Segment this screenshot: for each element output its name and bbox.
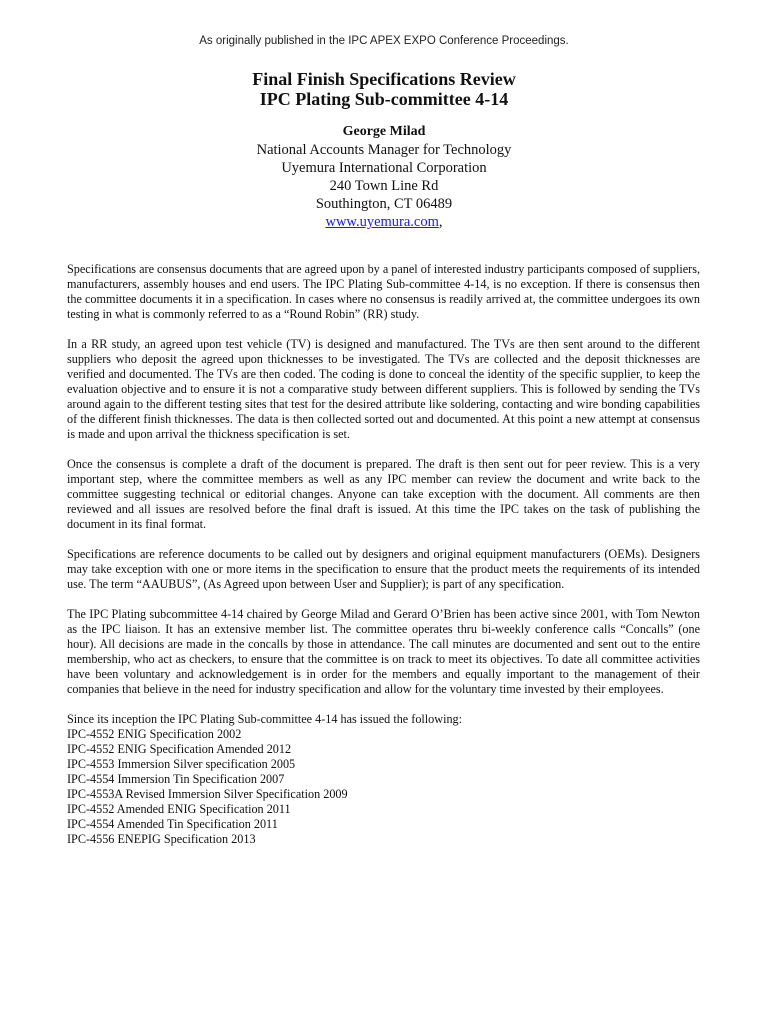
list-item: IPC-4552 ENIG Specification Amended 2012: [67, 742, 292, 756]
list-item: IPC-4553 Immersion Silver specification 2005: [67, 757, 296, 771]
author-name: George Milad: [342, 124, 426, 139]
document-body: [67, 262, 700, 847]
publication-banner: As originally published in the IPC APEX EXPO Conference Proceedings.: [199, 35, 569, 47]
website-line: [0, 213, 768, 231]
list-item: IPC-4552 Amended ENIG Specification 2011: [67, 802, 291, 816]
list-item: IPC-4556 ENEPIG Specification 2013: [67, 832, 256, 846]
author-street: 240 Town Line Rd: [329, 178, 439, 194]
title-block: [0, 69, 768, 231]
list-item: IPC-4552 ENIG Specification 2002: [67, 727, 242, 741]
paper-title: Final Finish Specifications Review: [252, 69, 516, 89]
author-position: National Accounts Manager for Technology: [256, 142, 512, 158]
list-item: IPC-4554 Amended Tin Specification 2011: [67, 817, 278, 831]
paragraph-peer-review: Once the consensus is complete a draft of the document is prepared. The draft is then sent out for peer review. This is a very important step, where the committee members as well as any IPC member can review the document and write back to the committee suggesting technical or editorial changes. Anyone can take exception with the document. All comments are then reviewed and all issues are resolved before the final draft is issued. At this time the IPC takes on the task of publishing the document in its final format.: [67, 457, 700, 531]
list-item: IPC-4553A Revised Immersion Silver Specification 2009: [67, 787, 348, 801]
website-suffix: ,: [438, 214, 443, 230]
paragraph-round-robin: In a RR study, an agreed upon test vehicle (TV) is designed and manufactured. The TVs are then sent around to the different suppliers who deposit the agreed upon thicknesses to be investigated. The TVs are collected and the deposit thicknesses are verified and documented. The TVs are then coded. The coding is done to conceal the identity of the specific supplier, to keep the evaluation objective and to ensure it is not a comparative study between different suppliers. This is followed by sending the TVs around again to the different testing sites that test for the desired attribute like soldering, contacting and wire bonding capabilities of the different finish thicknesses. The data is then collected sorted out and documented. At this point a new attempt at consensus is made and upon arrival the thickness specification is set.: [67, 337, 700, 441]
website-link[interactable]: www.uyemura.com: [325, 214, 439, 230]
specifications-list: [67, 727, 700, 847]
paragraph-reference-documents: Specifications are reference documents to be called out by designers and original equipment manufacturers (OEMs). Designers may take exception with one or more items in the specification to ensure that the product meets the requirements of its intended use. The term “AAUBUS”, (As Agreed upon between User and Supplier); is part of any specification.: [67, 547, 700, 591]
author-city: Southington, CT 06489: [315, 196, 453, 212]
author-company: Uyemura International Corporation: [281, 160, 487, 176]
list-item: IPC-4554 Immersion Tin Specification 2007: [67, 772, 285, 786]
paper-subtitle: IPC Plating Sub-committee 4-14: [259, 89, 509, 109]
paragraph-consensus: Specifications are consensus documents that are agreed upon by a panel of interested industry participants composed of suppliers, manufacturers, assembly houses and end users. The IPC Plating Sub-committee 4-14, is no exception. If there is consensus then the committee documents it in a specification. In cases where no consensus is readily arrived at, the committee undergoes its own testing in what is commonly referred to as a “Round Robin” (RR) study.: [67, 262, 700, 321]
paragraph-subcommittee: The IPC Plating subcommittee 4-14 chaired by George Milad and Gerard O’Brien has been active since 2001, with Tom Newton as the IPC liaison. It has an extensive member list. The committee operates thru bi-weekly conference calls “Concalls” (one hour). All decisions are made in the concalls by those in attendance. The call minutes are documented and sent out to the entire membership, who act as checkers, to ensure that the committee is on track to meet its objectives. To date all committee activities have been voluntary and acknowledgement is in order for the members and equally important to the management of their companies that believe in the need for industry specification and allow for the voluntary time invested by their employees.: [67, 607, 700, 696]
specifications-intro: Since its inception the IPC Plating Sub-committee 4-14 has issued the following:: [67, 712, 463, 726]
